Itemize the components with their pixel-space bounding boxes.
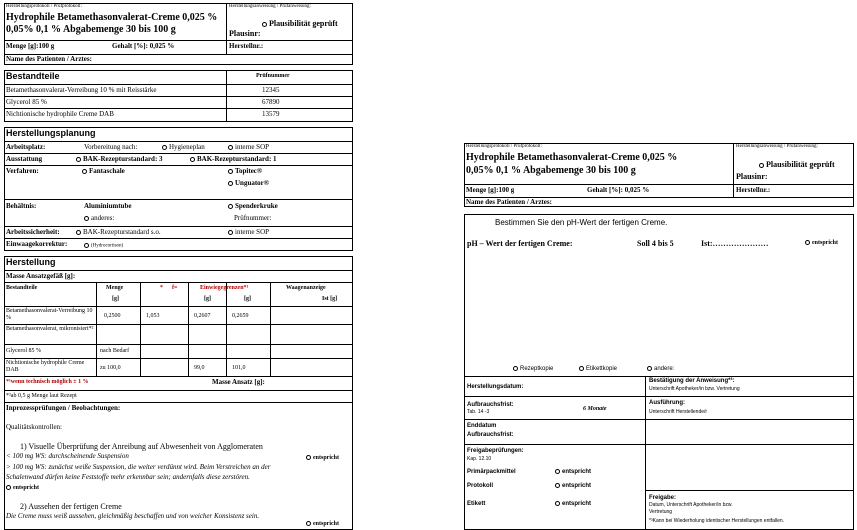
plausinr-label: Plausinr: — [229, 29, 261, 38]
col-ist: Ist [g] — [322, 296, 338, 302]
etikett-label: Etikett — [467, 501, 486, 507]
einwaage-note: (Hydrocortison) — [84, 243, 123, 249]
pruefnummer-field: Prüfnummer: — [234, 214, 272, 222]
freigabe-sub1: Datum, Unterschrift Apotheker/in bzw. — [649, 502, 733, 508]
primaer-label: Primärpackmittel — [467, 469, 516, 475]
etikett-entspricht[interactable]: entspricht — [555, 501, 591, 508]
qk-title: Qualitätskontrollen: — [6, 423, 62, 431]
bak1-option[interactable]: BAK-Rezepturstandard: 1 — [190, 156, 277, 164]
right-title-line2: 0,05% 0,1 % Abgabemenge 30 bis 100 g — [466, 165, 636, 176]
menge-label: Menge [g]:100 g — [6, 42, 55, 50]
plausibility-check[interactable]: Plausibilität geprüft — [759, 161, 835, 170]
ausstattung-label: Ausstattung — [6, 155, 43, 163]
masse-ansatz-label: Masse Ansatz [g]: — [212, 378, 265, 386]
herstellungsdatum-label: Herstellungsdatum: — [467, 384, 524, 390]
table-row-name: Betamethasonvalerat, mikronisiert*² — [6, 326, 94, 332]
andere-option[interactable]: andere: — [647, 366, 674, 373]
enddatum-aufbrauch: Aufbrauchsfrist: — [467, 432, 514, 438]
ausfuehrung-label: Ausführung: — [649, 400, 685, 406]
bak-so-option[interactable]: BAK-Rezepturstandard s.o. — [76, 229, 161, 237]
anderes-option[interactable]: anderes: — [84, 215, 114, 223]
qk-item2: 2) Aussehen der fertigen Creme — [20, 502, 122, 511]
fantaschale-option[interactable]: Fantaschale — [82, 168, 125, 176]
col-g1: [g] — [204, 296, 211, 302]
footnote-technisch: *¹wenn technisch möglich ± 1 % — [6, 379, 89, 385]
pruefnummer-value: 67890 — [262, 98, 280, 106]
masse-gefaess-label: Masse Ansatzgefäß [g]: — [6, 272, 76, 280]
label-protokoll: Herstellungsprotokoll / Prüfprotokoll: — [466, 144, 542, 149]
left-title-line2: 0,05% 0,1 % Abgabemenge 30 bis 100 g — [6, 24, 176, 35]
qk-item1: 1) Visuelle Überprüfung der Anreibung auf Abwesenheit von Agglomeraten — [20, 442, 263, 451]
bestandteile-title: Bestandteile — [6, 71, 60, 81]
gehalt-label: Gehalt [%]: 0,025 % — [587, 186, 650, 194]
qk-item2a: Die Creme muss weiß aussehen, gleichmäßig beschaffen und von weicher Konsistenz sein. — [6, 512, 260, 520]
behaeltnis-label: Behältnis: — [6, 202, 37, 210]
pruefnummer-col: Prüfnummer — [256, 73, 290, 79]
spenderkruke-option[interactable]: Spenderkruke — [228, 203, 278, 211]
table-row-name: Betamethasonvalerat-Verreibung 10 % — [6, 308, 93, 321]
ph-instruction: Bestimmen Sie den pH-Wert der fertigen Creme. — [495, 218, 668, 227]
col-menge-unit: [g] — [112, 296, 119, 302]
herstellung-title: Herstellung — [6, 257, 56, 267]
unguator-option[interactable]: Unguator® — [228, 180, 269, 188]
right-page — [461, 140, 857, 530]
freigabe-kap: Kap. 12.10 — [467, 456, 492, 462]
menge-label: Menge [g]:100 g — [466, 186, 515, 194]
enddatum-label: Enddatum — [467, 423, 497, 429]
inprozess-label: Inprozessprüfungen / Beobachtungen: — [6, 404, 121, 412]
arbeitssicherheit-label: Arbeitssicherheit: — [6, 228, 60, 236]
bestandteil-row: Nichtionische hydrophile Creme DAB — [6, 110, 114, 118]
aufbrauch-monate: 6 Monate — [583, 406, 607, 412]
label-anweisung: Herstellungsanweisung / Prüfanweisung: — [229, 4, 311, 9]
ph-label: pH – Wert der fertigen Creme: — [467, 239, 573, 248]
col-menge: Menge — [106, 285, 124, 291]
protokoll-label: Protokoll — [467, 483, 494, 489]
herstellnr-label: Herstellnr.: — [229, 42, 264, 50]
ausfuehrung-sub: Unterschrift Herstellende/r — [649, 409, 708, 415]
patient-label: Name des Patienten / Arztes: — [6, 55, 92, 63]
aufbrauch-tab: Tab. 14 -3 — [467, 409, 490, 415]
col-waage: Waagenanzeige — [286, 285, 326, 291]
left-page — [0, 0, 357, 530]
aluminiumtube-option[interactable]: Aluminiumtube — [84, 202, 132, 210]
entspricht-3[interactable]: entspricht — [306, 521, 339, 528]
ph-entspricht[interactable]: entspricht — [805, 240, 838, 247]
arbeitsplatz-label: Arbeitsplatz: — [6, 143, 46, 151]
radio-icon — [262, 22, 267, 27]
bestandteil-row: Glycerol 85 % — [6, 98, 47, 106]
freigabepruefungen-label: Freigabeprüfungen: — [467, 448, 524, 454]
label-anweisung: Herstellungsanweisung / Prüfanweisung: — [736, 144, 818, 149]
entspricht-2[interactable]: entspricht — [6, 485, 39, 492]
planung-title: Herstellungsplanung — [6, 128, 96, 138]
primaer-entspricht[interactable]: entspricht — [555, 469, 591, 476]
col-g2: [g] — [244, 296, 251, 302]
plausinr-label: Plausinr: — [736, 172, 768, 181]
col-bestandteile: Bestandteile — [6, 285, 38, 291]
table-cell-f: 1,053 — [146, 313, 160, 319]
table-cell-menge: 0,2500 — [104, 313, 121, 319]
left-title-line1: Hydrophile Betamethasonvalerat-Creme 0,025 % — [6, 12, 218, 23]
table-cell-max: 101,0 — [232, 365, 246, 371]
hygieneplan-option[interactable]: Hygieneplan — [162, 144, 205, 152]
table-cell-menge: nach Bedarf — [100, 348, 130, 354]
right-title-line1: Hydrophile Betamethasonvalerat-Creme 0,025 % — [466, 152, 678, 163]
herstellnr-label: Herstellnr.: — [736, 186, 771, 194]
bestandteil-row: Betamethasonvalerat-Verreibung 10 % mit Reisstärke — [6, 86, 157, 94]
etikettkopie-option[interactable]: Etikettkopie — [579, 366, 617, 373]
kann-note: *³Kann bei Wiederholung identischer Herstellungen entfallen. — [649, 518, 785, 524]
ph-soll: Soll 4 bis 5 — [637, 239, 674, 248]
footnote-menge: *²ab 0,5 g Menge laut Rezept — [6, 393, 77, 399]
interne-sop-option[interactable]: interne SOP — [228, 144, 269, 152]
pruefnummer-value: 12345 — [262, 86, 280, 94]
gehalt-label: Gehalt [%]: 0,025 % — [112, 42, 175, 50]
interne-sop2-option[interactable]: interne SOP — [228, 229, 269, 237]
table-cell-max: 0,2659 — [232, 313, 249, 319]
bestaetigung-label: Bestätigung der Anweisung*³: — [649, 378, 735, 384]
topitec-option[interactable]: Topitec® — [228, 168, 262, 176]
einwaage-label: Einwaagekorrektur: — [6, 240, 68, 248]
qk-item1a: < 100 mg WS: durchscheinende Suspension — [6, 452, 129, 460]
table-cell-menge: zu 100,0 — [100, 365, 121, 371]
patient-label: Name des Patienten / Arztes: — [466, 198, 552, 206]
bestaetigung-sub: Unterschrift Apotheker/in bzw. Vertretung — [649, 386, 740, 392]
table-row-name: Nichtionische hydrophile Creme DAB — [6, 360, 85, 373]
label-protokoll: Herstellungsprotokoll / Prüfprotokoll: — [6, 4, 82, 9]
col-star: * — [160, 285, 163, 291]
vorbereitung-label: Vorbereitung nach: — [84, 143, 138, 151]
qk-item1b: > 100 mg WS: zunächst weiße Suspension, die weiter verdünnt wird. Beim Verstreichen an der — [6, 463, 271, 471]
col-einwiege: Einwiegegrenzen*¹ — [200, 285, 249, 291]
table-cell-min: 99,0 — [194, 365, 205, 371]
col-f: f= — [172, 285, 178, 291]
protokoll-entspricht[interactable]: entspricht — [555, 483, 591, 490]
entspricht-1[interactable]: entspricht — [306, 455, 339, 462]
qk-item1c: Schalenwand dürfen keine Feststoffe mehr erkennbar sein; andernfalls diese zerstören. — [6, 473, 250, 481]
rezeptkopie-option[interactable]: Rezeptkopie — [513, 366, 553, 373]
ph-ist: Ist:………………… — [701, 239, 769, 248]
plausibility-check[interactable]: Plausibilität geprüft — [262, 20, 338, 29]
aufbrauchsfrist-label: Aufbrauchsfrist: — [467, 402, 514, 408]
table-cell-min: 0,2607 — [194, 313, 211, 319]
freigabe-label: Freigabe: — [649, 495, 677, 501]
verfahren-label: Verfahren: — [6, 167, 39, 175]
pruefnummer-value: 13579 — [262, 110, 280, 118]
freigabe-sub2: Vertretung — [649, 509, 673, 515]
bak3-option[interactable]: BAK-Rezepturstandard: 3 — [76, 156, 163, 164]
table-row-name: Glycerol 85 % — [6, 348, 41, 354]
